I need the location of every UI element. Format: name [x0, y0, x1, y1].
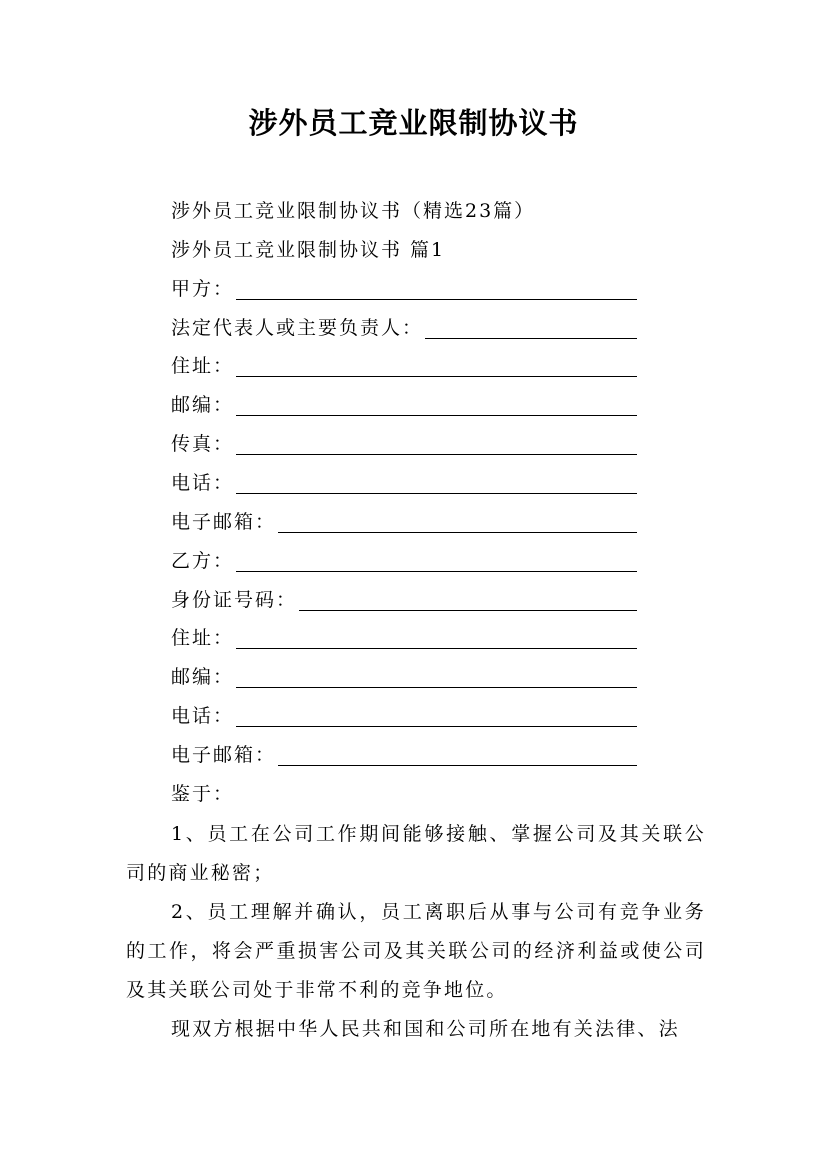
- fill-in-blank: [236, 471, 637, 494]
- clause-paragraph: 1、员工在公司工作期间能够接触、掌握公司及其关联公司的商业秘密；: [126, 823, 706, 884]
- field-party-a-address: [171, 352, 637, 380]
- field-label: 邮编：: [171, 394, 235, 416]
- clause-paragraph: 现双方根据中华人民共和国和公司所在地有关法律、法: [171, 1018, 680, 1040]
- document-subtitle: 涉外员工竞业限制协议书（精选23篇）: [171, 200, 536, 222]
- field-party-b-address: [171, 624, 637, 652]
- field-label: 传真：: [171, 433, 235, 455]
- fill-in-blank: [236, 277, 637, 300]
- fill-in-blank: [425, 316, 637, 339]
- field-party-b: [171, 547, 637, 575]
- field-label: 甲方：: [171, 278, 235, 300]
- field-party-b-email: [171, 741, 637, 769]
- field-party-a-email: [171, 508, 637, 536]
- field-party-a-postcode: [171, 391, 637, 419]
- fill-in-blank: [236, 432, 637, 455]
- field-label: 电话：: [171, 705, 235, 727]
- field-party-a: [171, 275, 637, 303]
- field-party-b-id-number: [171, 586, 637, 614]
- field-label: 电子邮箱：: [171, 744, 277, 766]
- field-label: 住址：: [171, 627, 235, 649]
- field-party-a-phone: [171, 469, 637, 497]
- clause-paragraph: 2、员工理解并确认，员工离职后从事与公司有竞争业务的工作，将会严重损害公司及其关联公司的经济利益或使公司及其关联公司处于非常不利的竞争地位。: [126, 901, 706, 1001]
- whereas-label: 鉴于：: [171, 783, 235, 805]
- field-legal-representative: [171, 314, 637, 342]
- fill-in-blank: [278, 510, 637, 533]
- fill-in-blank: [236, 549, 637, 572]
- fill-in-blank: [236, 354, 637, 377]
- fill-in-blank: [299, 588, 637, 611]
- field-label: 邮编：: [171, 666, 235, 688]
- field-party-b-phone: [171, 702, 637, 730]
- fill-in-blank: [236, 704, 637, 727]
- field-party-a-fax: [171, 430, 637, 458]
- field-label: 身份证号码：: [171, 589, 298, 611]
- field-label: 电话：: [171, 472, 235, 494]
- fill-in-blank: [278, 743, 637, 766]
- section-heading: 涉外员工竞业限制协议书 篇1: [171, 239, 446, 261]
- field-label: 法定代表人或主要负责人：: [171, 317, 424, 339]
- document-title: 涉外员工竞业限制协议书: [248, 106, 579, 140]
- field-party-b-postcode: [171, 663, 637, 691]
- field-label: 乙方：: [171, 550, 235, 572]
- fill-in-blank: [236, 393, 637, 416]
- fill-in-blank: [236, 665, 637, 688]
- fill-in-blank: [236, 626, 637, 649]
- field-label: 住址：: [171, 355, 235, 377]
- field-label: 电子邮箱：: [171, 511, 277, 533]
